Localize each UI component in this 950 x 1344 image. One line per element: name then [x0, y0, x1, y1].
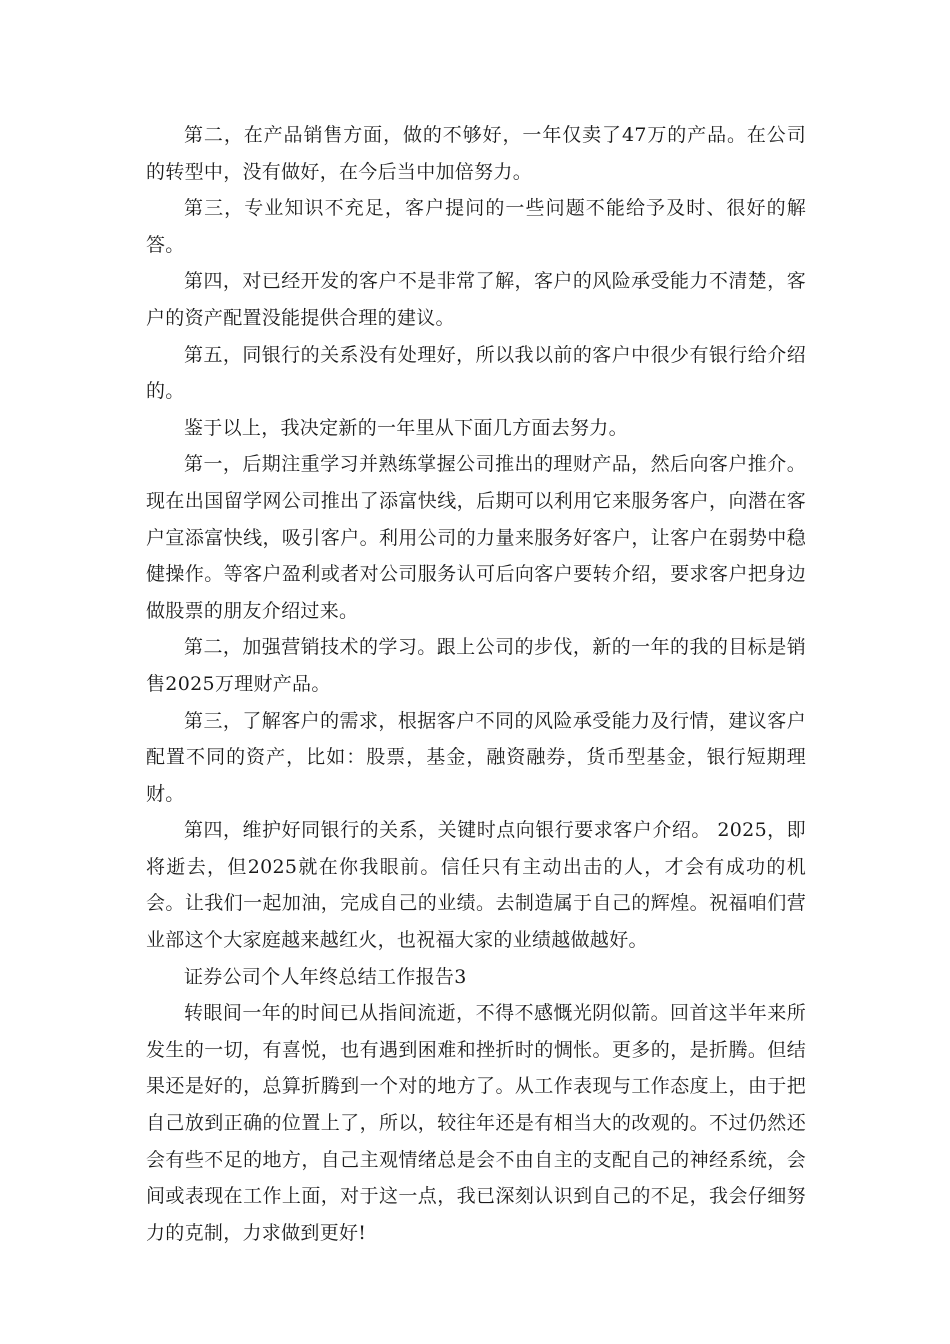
- paragraph-report-3: 转眼间一年的时间已从指间流逝，不得不感慨光阴似箭。回首这半年来所发生的一切，有喜悦，也有遇到困难和挫折时的惆怅。更多的，是折腾。但结果还是好的，总算折腾到一个对的地方了。从工作表现与工作态度上，由于把自己放到正确的位置上了，所以，较往年还是有相当大的改观的。不过仍然还会有些不足的地方，自己主观情绪总是会不由自主的支配自己的神经系统，会间或表现在工作上面，对于这一点，我已深刻认识到自己的不足，我会仔细努力的克制，力求做到更好!: [146, 1002, 806, 1244]
- paragraph-plan-intro: 鉴于以上，我决定新的一年里从下面几方面去努力。: [184, 416, 628, 439]
- paragraph-clients: 第四，对已经开发的客户不是非常了解，客户的风险承受能力不清楚，客户的资产配置没能提供合理的建议。: [146, 270, 806, 329]
- paragraph-plan-1: 第一，后期注重学习并熟练掌握公司推出的理财产品，然后向客户推介。现在出国留学网公司推出了添富快线，后期可以利用它来服务客户，向潜在客户宣添富快线，吸引客户。利用公司的力量来服务好客户，让客户在弱势中稳健操作。等客户盈利或者对公司服务认可后向客户要转介绍，要求客户把身边做股票的朋友介绍过来。: [146, 453, 806, 622]
- paragraph-knowledge: 第三，专业知识不充足，客户提问的一些问题不能给予及时、很好的解答。: [146, 197, 806, 256]
- paragraph-plan-3: 第三，了解客户的需求，根据客户不同的风险承受能力及行情，建议客户配置不同的资产，比如：股票，基金，融资融券，货币型基金，银行短期理财。: [146, 709, 806, 805]
- section-heading: 证券公司个人年终总结工作报告3: [184, 965, 467, 988]
- paragraph-bank: 第五，同银行的关系没有处理好，所以我以前的客户中很少有银行给介绍的。: [146, 343, 806, 403]
- paragraph-sales: 第二，在产品销售方面，做的不够好，一年仅卖了47万的产品。在公司的转型中，没有做好，在今后当中加倍努力。: [146, 124, 806, 183]
- paragraph-plan-4: 第四，维护好同银行的关系，关键时点向银行要求客户介绍。 2025，即将逝去，但2025就在你我眼前。信任只有主动出击的人，才会有成功的机会。让我们一起加油，完成自己的业绩。去制造属于自己的辉煌。祝福咱们营业部这个大家庭越来越红火，也祝福大家的业绩越做越好。: [146, 819, 806, 952]
- paragraph-plan-2: 第二，加强营销技术的学习。跟上公司的步伐，新的一年的我的目标是销售2025万理财产品。: [146, 636, 806, 695]
- document-body: [146, 117, 806, 1251]
